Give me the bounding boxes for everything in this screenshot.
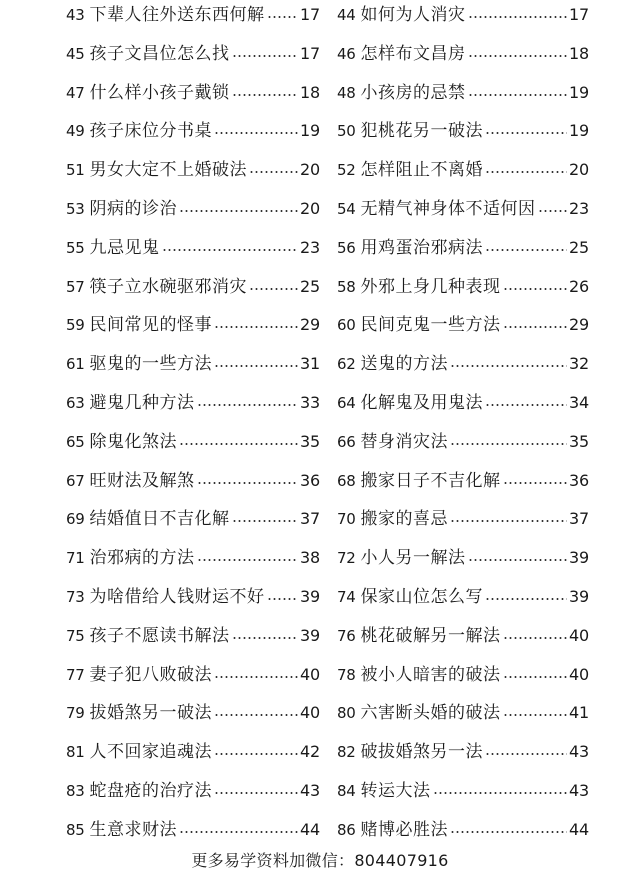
toc-entry-page: 40	[300, 703, 320, 723]
toc-entry-title: 妻子犯八败破法	[89, 664, 212, 685]
toc-entry	[337, 543, 589, 573]
toc-entry-title: 无精气神身体不适何因	[360, 199, 536, 219]
toc-entry	[66, 272, 320, 302]
toc-entry-number: 44	[337, 6, 356, 24]
toc-row	[0, 582, 640, 621]
toc-entry-title: 破拔婚煞另一法	[360, 742, 483, 763]
dot-leader	[267, 598, 299, 600]
toc-entry-page: 25	[300, 276, 320, 296]
toc-entry-page: 44	[300, 819, 320, 839]
dot-leader	[433, 792, 568, 794]
toc-entry-title: 如何为人消灾	[360, 5, 466, 25]
toc-entry-number: 55	[66, 238, 85, 257]
dot-leader	[485, 753, 567, 755]
toc-entry-page: 37	[300, 509, 320, 529]
toc-entry-page: 17	[300, 43, 320, 63]
toc-entry-title: 六害断头婚的破法	[360, 703, 501, 724]
toc-entry	[66, 78, 320, 108]
dot-leader	[179, 831, 298, 833]
toc-entry	[66, 155, 320, 185]
toc-entry-page: 39	[300, 625, 320, 645]
toc-entry-title: 民间常见的怪事	[89, 315, 212, 336]
dot-leader	[503, 714, 568, 716]
toc-entry-number: 45	[66, 44, 85, 63]
dot-leader	[485, 404, 567, 406]
toc-entry-title: 孩子文昌位怎么找	[89, 43, 230, 64]
toc-entry-title: 搬家的喜忌	[360, 509, 448, 530]
toc-entry	[337, 582, 589, 612]
dot-leader	[485, 132, 567, 134]
toc-entry-number: 47	[66, 83, 85, 102]
toc-entry-page: 34	[569, 393, 589, 412]
toc-entry	[337, 116, 589, 146]
toc-entry-page: 42	[300, 742, 320, 762]
toc-entry	[337, 39, 589, 69]
toc-entry-page: 20	[569, 160, 589, 180]
toc-entry-number: 69	[66, 510, 85, 529]
dot-leader	[232, 520, 299, 522]
toc-entry-number: 71	[66, 549, 85, 568]
toc-entry-page: 23	[300, 237, 320, 257]
dot-leader	[485, 249, 567, 251]
toc-entry-number: 70	[337, 510, 356, 529]
toc-entry	[337, 621, 589, 651]
toc-entry-number: 63	[66, 394, 85, 412]
toc-entry-title: 人不回家追魂法	[89, 742, 212, 763]
toc-entry-title: 驱鬼的一些方法	[89, 354, 212, 375]
dot-leader	[468, 16, 568, 18]
toc-entry-title: 搬家日子不吉化解	[360, 470, 501, 491]
toc-entry	[66, 582, 320, 612]
toc-entry	[337, 427, 589, 457]
toc-row	[0, 427, 640, 466]
toc-entry-title: 阴病的诊治	[89, 199, 177, 219]
toc-entry	[337, 78, 589, 108]
toc-entry	[66, 233, 320, 263]
toc-entry-title: 避鬼几种方法	[89, 393, 195, 413]
toc-entry-title: 下辈人往外送东西何解	[89, 5, 265, 25]
toc-row	[0, 621, 640, 660]
toc-entry-number: 56	[337, 238, 356, 257]
toc-entry	[337, 815, 589, 845]
toc-entry-page: 19	[569, 121, 589, 141]
dot-leader	[468, 55, 568, 57]
toc-entry-title: 什么样小孩子戴锁	[89, 82, 230, 103]
toc-entry-page: 43	[300, 781, 320, 800]
toc-row	[0, 698, 640, 737]
toc-entry	[337, 388, 589, 418]
dot-leader	[197, 559, 299, 561]
dot-leader	[197, 482, 299, 484]
toc-entry-page: 17	[300, 5, 320, 24]
dot-leader	[468, 559, 568, 561]
toc-entry-title: 拔婚煞另一破法	[89, 703, 212, 724]
toc-entry-title: 转运大法	[360, 781, 431, 801]
toc-entry-page: 37	[569, 509, 589, 529]
toc-entry-page: 29	[300, 315, 320, 335]
toc-entry	[337, 504, 589, 534]
toc-entry-number: 84	[337, 782, 356, 800]
dot-leader	[538, 210, 568, 212]
toc-entry-page: 43	[569, 742, 589, 762]
dot-leader	[503, 676, 568, 678]
toc-entry	[337, 776, 589, 806]
toc-entry-title: 孩子床位分书桌	[89, 121, 212, 142]
toc-entry-page: 19	[569, 82, 589, 102]
dot-leader	[214, 792, 298, 794]
dot-leader	[485, 171, 567, 173]
toc-row	[0, 310, 640, 349]
toc-entry-page: 40	[569, 625, 589, 645]
toc-entry	[337, 0, 589, 30]
toc-entry	[66, 116, 320, 146]
toc-entry	[337, 272, 589, 302]
toc-entry	[66, 621, 320, 651]
toc-entry	[66, 310, 320, 340]
toc-entry-page: 23	[569, 199, 589, 218]
toc-entry-page: 40	[569, 664, 589, 684]
toc-entry-page: 43	[569, 781, 589, 800]
toc-entry-page: 39	[569, 587, 589, 606]
toc-row	[0, 349, 640, 388]
toc-entry-title: 筷子立水碗驱邪消灾	[89, 276, 247, 297]
toc-entry	[66, 194, 320, 224]
toc-entry-title: 蛇盘疮的治疗法	[89, 781, 212, 801]
toc-entry-number: 58	[337, 277, 356, 296]
toc-entry-number: 78	[337, 665, 356, 684]
footer-note: 更多易学资料加微信：804407916	[191, 851, 449, 870]
toc-entry-number: 57	[66, 277, 85, 296]
dot-leader	[214, 753, 298, 755]
toc-entry	[66, 698, 320, 728]
toc-entry-number: 82	[337, 743, 356, 762]
dot-leader	[232, 55, 299, 57]
toc-entry-number: 64	[337, 394, 356, 412]
dot-leader	[503, 288, 568, 290]
toc-entry	[337, 466, 589, 496]
toc-entry-title: 犯桃花另一破法	[360, 121, 483, 142]
toc-entry-number: 59	[66, 316, 85, 335]
dot-leader	[503, 637, 568, 639]
toc-entry-number: 80	[337, 704, 356, 723]
toc-entry-title: 怎样阻止不离婚	[360, 160, 483, 181]
toc-entry-number: 81	[66, 743, 85, 762]
toc-entry-page: 39	[300, 587, 320, 606]
toc-row	[0, 272, 640, 311]
toc-entry-title: 桃花破解另一解法	[360, 625, 501, 646]
toc-entry-page: 18	[569, 43, 589, 63]
toc-entry	[66, 776, 320, 806]
toc-entry	[337, 698, 589, 728]
toc-entry-title: 旺财法及解煞	[89, 470, 195, 491]
toc-entry-number: 76	[337, 626, 356, 645]
toc-entry	[66, 349, 320, 379]
toc-entry-number: 85	[66, 820, 85, 839]
toc-entry	[66, 737, 320, 767]
dot-leader	[249, 171, 298, 173]
dot-leader	[214, 365, 298, 367]
toc-entry	[337, 310, 589, 340]
toc-entry-title: 外邪上身几种表现	[360, 276, 501, 297]
toc-entry-title: 替身消灾法	[360, 431, 448, 452]
toc-entry-page: 19	[300, 121, 320, 141]
toc-entry-title: 化解鬼及用鬼法	[360, 393, 483, 413]
toc-entry-title: 除鬼化煞法	[89, 431, 177, 452]
toc-entry	[66, 388, 320, 418]
dot-leader	[197, 404, 299, 406]
toc-entry-page: 36	[300, 470, 320, 490]
toc-entry-title: 用鸡蛋治邪病法	[360, 237, 483, 258]
toc-row	[0, 233, 640, 272]
dot-leader	[503, 326, 568, 328]
toc-entry	[337, 194, 589, 224]
toc-entry-number: 74	[337, 588, 356, 606]
toc-row	[0, 78, 640, 117]
toc-entry-title: 送鬼的方法	[360, 354, 448, 375]
toc-entry	[337, 349, 589, 379]
toc-entry-page: 32	[569, 354, 589, 374]
toc-entry-page: 38	[300, 548, 320, 568]
toc-entry-number: 83	[66, 782, 85, 800]
toc-entry	[337, 155, 589, 185]
toc-entry	[66, 543, 320, 573]
dot-leader	[468, 94, 568, 96]
toc-entry-page: 44	[569, 819, 589, 839]
toc-entry-number: 50	[337, 122, 356, 141]
dot-leader	[214, 676, 298, 678]
toc-entry-page: 26	[569, 276, 589, 296]
toc-entry-number: 72	[337, 549, 356, 568]
toc-entry-number: 52	[337, 161, 356, 180]
toc-entry-title: 小人另一解法	[360, 548, 466, 569]
toc-row	[0, 466, 640, 505]
toc-entry	[66, 466, 320, 496]
toc-entry-number: 73	[66, 588, 85, 606]
toc-entry-page: 31	[300, 354, 320, 374]
toc-entry-number: 60	[337, 316, 356, 335]
toc-entry	[337, 660, 589, 690]
toc-entry-title: 生意求财法	[89, 819, 177, 840]
toc-row	[0, 39, 640, 78]
toc-entry-page: 35	[569, 431, 589, 451]
toc-entry-title: 结婚值日不吉化解	[89, 509, 230, 530]
toc-entry-title: 保家山位怎么写	[360, 587, 483, 607]
toc-entry-page: 39	[569, 548, 589, 568]
toc-row	[0, 155, 640, 194]
toc-row	[0, 0, 640, 39]
dot-leader	[179, 443, 298, 445]
toc-entry-number: 86	[337, 820, 356, 839]
toc-entry-page: 20	[300, 160, 320, 180]
toc-entry-page: 36	[569, 470, 589, 490]
toc-entry-number: 53	[66, 200, 85, 218]
dot-leader	[249, 288, 298, 290]
toc-row	[0, 504, 640, 543]
toc-entry-page: 20	[300, 199, 320, 218]
toc-entry-number: 43	[66, 6, 85, 24]
dot-leader	[232, 637, 299, 639]
toc-entry-number: 48	[337, 83, 356, 102]
dot-leader	[503, 482, 568, 484]
toc-row	[0, 776, 640, 815]
toc-entry-number: 49	[66, 122, 85, 141]
toc-entry	[337, 233, 589, 263]
toc-entry-page: 35	[300, 431, 320, 451]
toc-row	[0, 543, 640, 582]
toc-row	[0, 388, 640, 427]
toc-entry-number: 77	[66, 665, 85, 684]
toc-entry-number: 79	[66, 704, 85, 723]
toc-row	[0, 116, 640, 155]
toc-entry	[66, 815, 320, 845]
toc-entry-number: 75	[66, 626, 85, 645]
dot-leader	[485, 598, 567, 600]
toc-entry-number: 61	[66, 355, 85, 374]
toc-entry-title: 男女大定不上婚破法	[89, 160, 247, 181]
toc-entry-number: 46	[337, 44, 356, 63]
toc-entry-page: 41	[569, 703, 589, 723]
toc-entry	[337, 737, 589, 767]
toc-entry-page: 18	[300, 82, 320, 102]
toc-entry-title: 孩子不愿读书解法	[89, 625, 230, 646]
dot-leader	[214, 132, 298, 134]
toc-row	[0, 737, 640, 776]
dot-leader	[267, 16, 299, 18]
toc-entry-number: 62	[337, 355, 356, 374]
toc-entry-number: 65	[66, 432, 85, 451]
toc-entry	[66, 39, 320, 69]
toc-entry	[66, 0, 320, 30]
toc-entry-title: 为啥借给人钱财运不好	[89, 587, 265, 607]
toc-entry	[66, 427, 320, 457]
toc-entry-title: 被小人暗害的破法	[360, 664, 501, 685]
toc-entry-number: 51	[66, 161, 85, 180]
toc-entry-page: 25	[569, 237, 589, 257]
toc-entry-page: 17	[569, 5, 589, 24]
toc-entry-page: 33	[300, 393, 320, 412]
toc-entry-number: 54	[337, 200, 356, 218]
toc-entry-title: 民间克鬼一些方法	[360, 315, 501, 336]
dot-leader	[162, 249, 299, 251]
toc-entry-number: 68	[337, 471, 356, 490]
toc-row	[0, 660, 640, 699]
toc-entry-page: 29	[569, 315, 589, 335]
dot-leader	[214, 714, 298, 716]
toc-entry	[66, 504, 320, 534]
toc-entry	[66, 660, 320, 690]
dot-leader	[214, 326, 298, 328]
toc-entry-title: 怎样布文昌房	[360, 43, 466, 64]
toc-entry-number: 67	[66, 471, 85, 490]
toc-entry-title: 小孩房的忌禁	[360, 82, 466, 103]
toc-entry-title: 赌博必胜法	[360, 819, 448, 840]
toc-row	[0, 815, 640, 854]
dot-leader	[232, 94, 299, 96]
dot-leader	[450, 365, 567, 367]
dot-leader	[450, 443, 567, 445]
dot-leader	[179, 210, 298, 212]
toc-entry-number: 66	[337, 432, 356, 451]
toc-entry-title: 治邪病的方法	[89, 548, 195, 569]
toc-row	[0, 194, 640, 233]
toc-entry-title: 九忌见鬼	[89, 237, 160, 258]
dot-leader	[450, 520, 567, 522]
dot-leader	[450, 831, 567, 833]
toc-entry-page: 40	[300, 664, 320, 684]
